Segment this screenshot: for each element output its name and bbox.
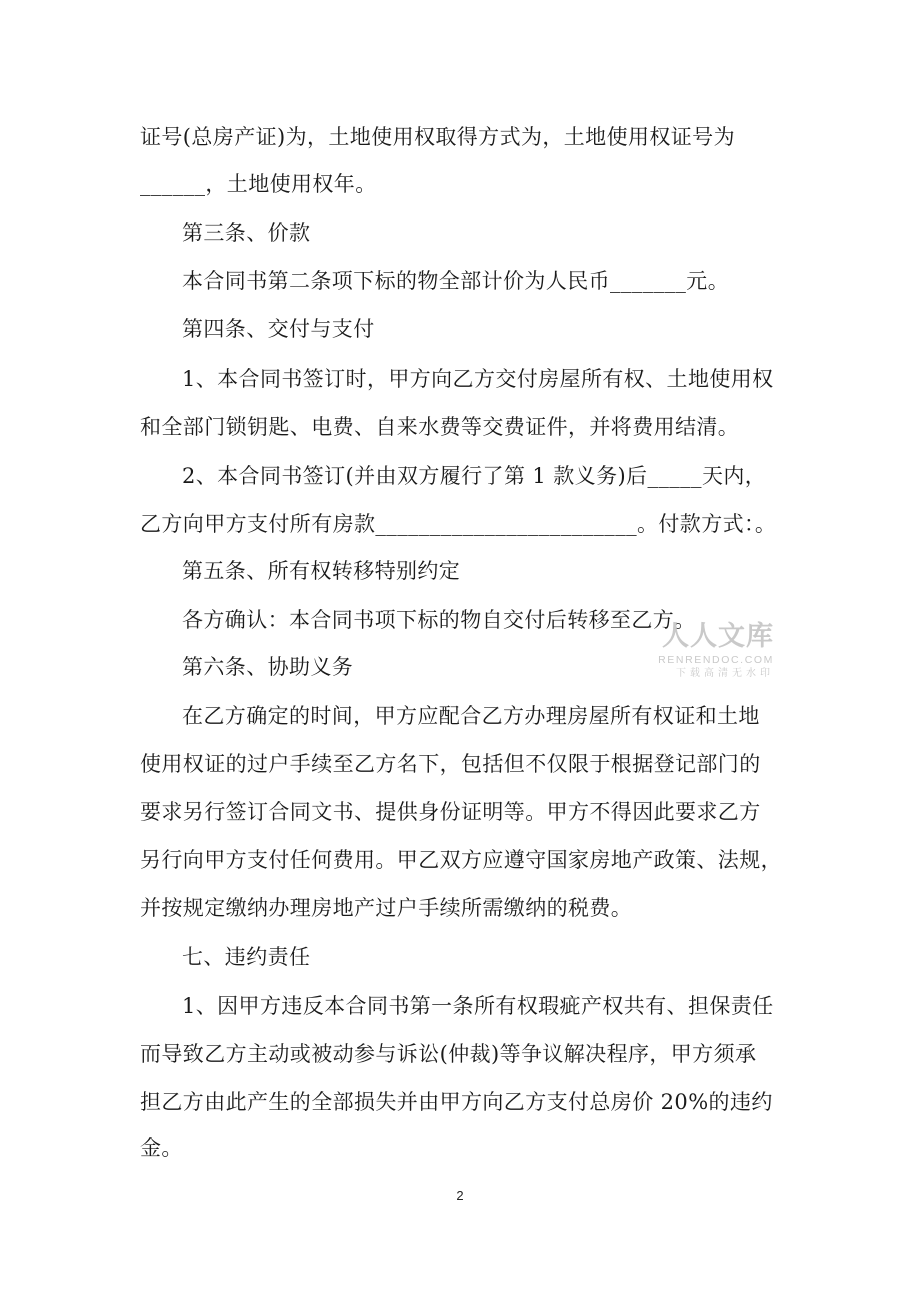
section-heading: 第三条、价款	[182, 221, 311, 245]
text-line: 各方确认：本合同书项下标的物自交付后转移至乙方。	[182, 608, 696, 632]
text-line: 1、本合同书签订时，甲方向乙方交付房屋所有权、土地使用权	[182, 367, 774, 391]
text-line: 另行向甲方支付任何费用。甲乙双方应遵守国家房地产政策、法规，	[140, 848, 782, 872]
section-heading: 第六条、协助义务	[182, 655, 354, 679]
text-line: 1、因甲方违反本合同书第一条所有权瑕疵产权共有、担保责任	[182, 994, 774, 1018]
text-line: 2、本合同书签订(并由双方履行了第 1 款义务)后_____天内，	[182, 464, 767, 488]
text-line: 使用权证的过户手续至乙方名下，包括但不仅限于根据登记部门的	[140, 752, 761, 776]
watermark-logo	[648, 620, 774, 684]
text-line: 而导致乙方主动或被动参与诉讼(仲裁)等争议解决程序，甲方须承	[140, 1042, 757, 1066]
text-line: 本合同书第二条项下标的物全部计价为人民币_______元。	[182, 269, 730, 293]
text-line: 证号(总房产证)为，土地使用权取得方式为，土地使用权证号为	[140, 125, 735, 149]
text-line: 在乙方确定的时间，甲方应配合乙方办理房屋所有权证和土地	[182, 704, 760, 728]
text-line: ______，土地使用权年。	[140, 172, 377, 196]
text-line: 和全部门锁钥匙、电费、自来水费等交费证件，并将费用结清。	[140, 415, 740, 439]
section-heading: 第五条、所有权转移特别约定	[182, 559, 461, 583]
section-heading: 第四条、交付与支付	[182, 317, 375, 341]
section-heading: 七、违约责任	[182, 945, 311, 969]
watermark-title: 人人文库	[662, 621, 774, 652]
page-number: 2	[456, 1188, 464, 1203]
text-line: 担乙方由此产生的全部损失并由甲方向乙方支付总房价 20%的违约	[140, 1090, 773, 1114]
text-line: 要求另行签订合同文书、提供身份证明等。甲方不得因此要求乙方	[140, 800, 761, 824]
text-line: 并按规定缴纳办理房地产过户手续所需缴纳的税费。	[140, 896, 633, 920]
text-line: 金。	[140, 1136, 183, 1160]
text-line: 乙方向甲方支付所有房款________________________。付款方式：。	[140, 512, 777, 536]
watermark-url: RENRENDOC.COM	[658, 654, 774, 666]
watermark-subtitle: 下载高清无水印	[676, 668, 774, 679]
